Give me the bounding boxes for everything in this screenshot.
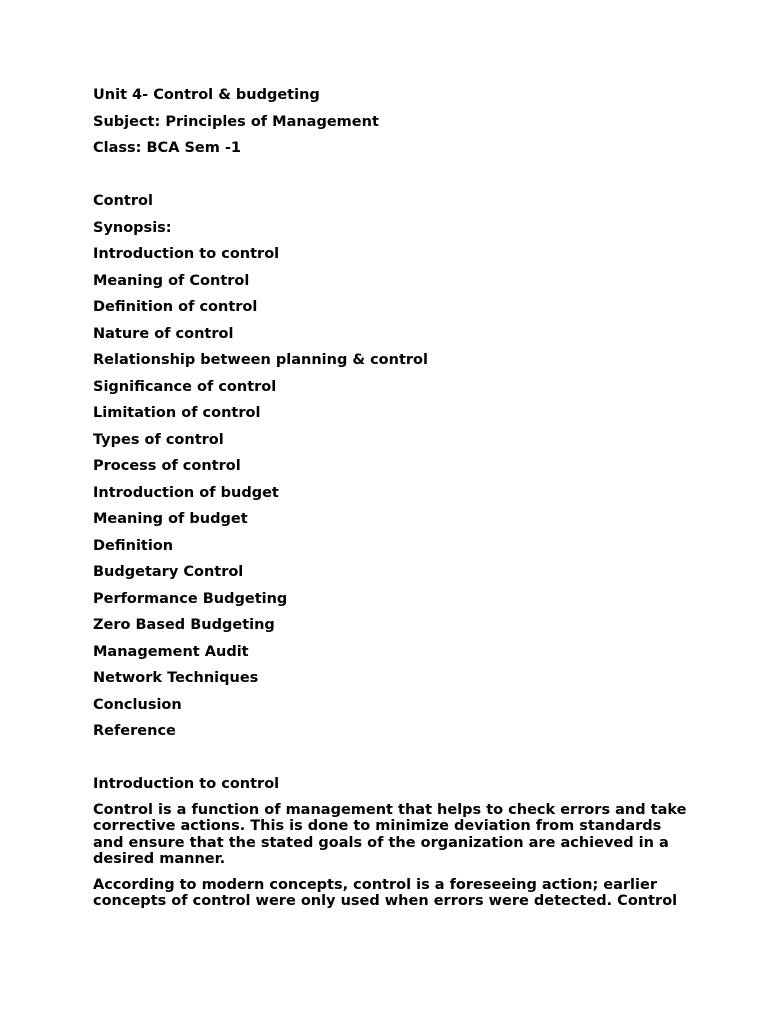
body-paragraph: According to modern concepts, control is a foreseeing action; earlier concepts of control were only used when errors were detected. Control [93, 876, 678, 910]
spacer [93, 166, 693, 193]
subject-line: Subject: Principles of Management [93, 113, 379, 130]
synopsis-item: Reference [93, 723, 176, 739]
control-heading: Control [93, 193, 153, 209]
synopsis-item: Introduction to control [93, 246, 280, 262]
body-paragraph: Control is a function of management that helps to check errors and take corrective actions. This is done to minimize deviation from standards and ensure that the stated goals of the organization are achieved in a desired manner. [93, 801, 687, 868]
synopsis-item: Significance of control [93, 378, 277, 395]
synopsis-item: Budgetary Control [93, 564, 244, 580]
spacer [93, 749, 693, 776]
synopsis-item: Types of control [93, 431, 224, 448]
synopsis-item: Zero Based Budgeting [93, 617, 275, 633]
synopsis-item: Limitation of control [93, 405, 261, 421]
synopsis-item: Performance Budgeting [93, 590, 288, 607]
synopsis-item: Network Techniques [93, 670, 259, 686]
synopsis-label: Synopsis: [93, 219, 172, 236]
synopsis-item: Definition of control [93, 299, 258, 315]
synopsis-item: Nature of control [93, 325, 234, 342]
synopsis-item: Definition [93, 537, 174, 554]
synopsis-list [93, 245, 693, 740]
section-heading: Introduction to control [93, 776, 280, 792]
synopsis-item: Relationship between planning & control [93, 352, 428, 368]
document-page [93, 86, 693, 919]
class-line: Class: BCA Sem -1 [93, 140, 242, 156]
synopsis-item: Meaning of Control [93, 272, 250, 289]
synopsis-item: Meaning of budget [93, 511, 248, 527]
synopsis-item: Process of control [93, 458, 241, 474]
synopsis-item: Conclusion [93, 696, 182, 713]
synopsis-item: Management Audit [93, 643, 249, 660]
synopsis-item: Introduction of budget [93, 484, 279, 501]
unit-title: Unit 4- Control & budgeting [93, 87, 320, 103]
